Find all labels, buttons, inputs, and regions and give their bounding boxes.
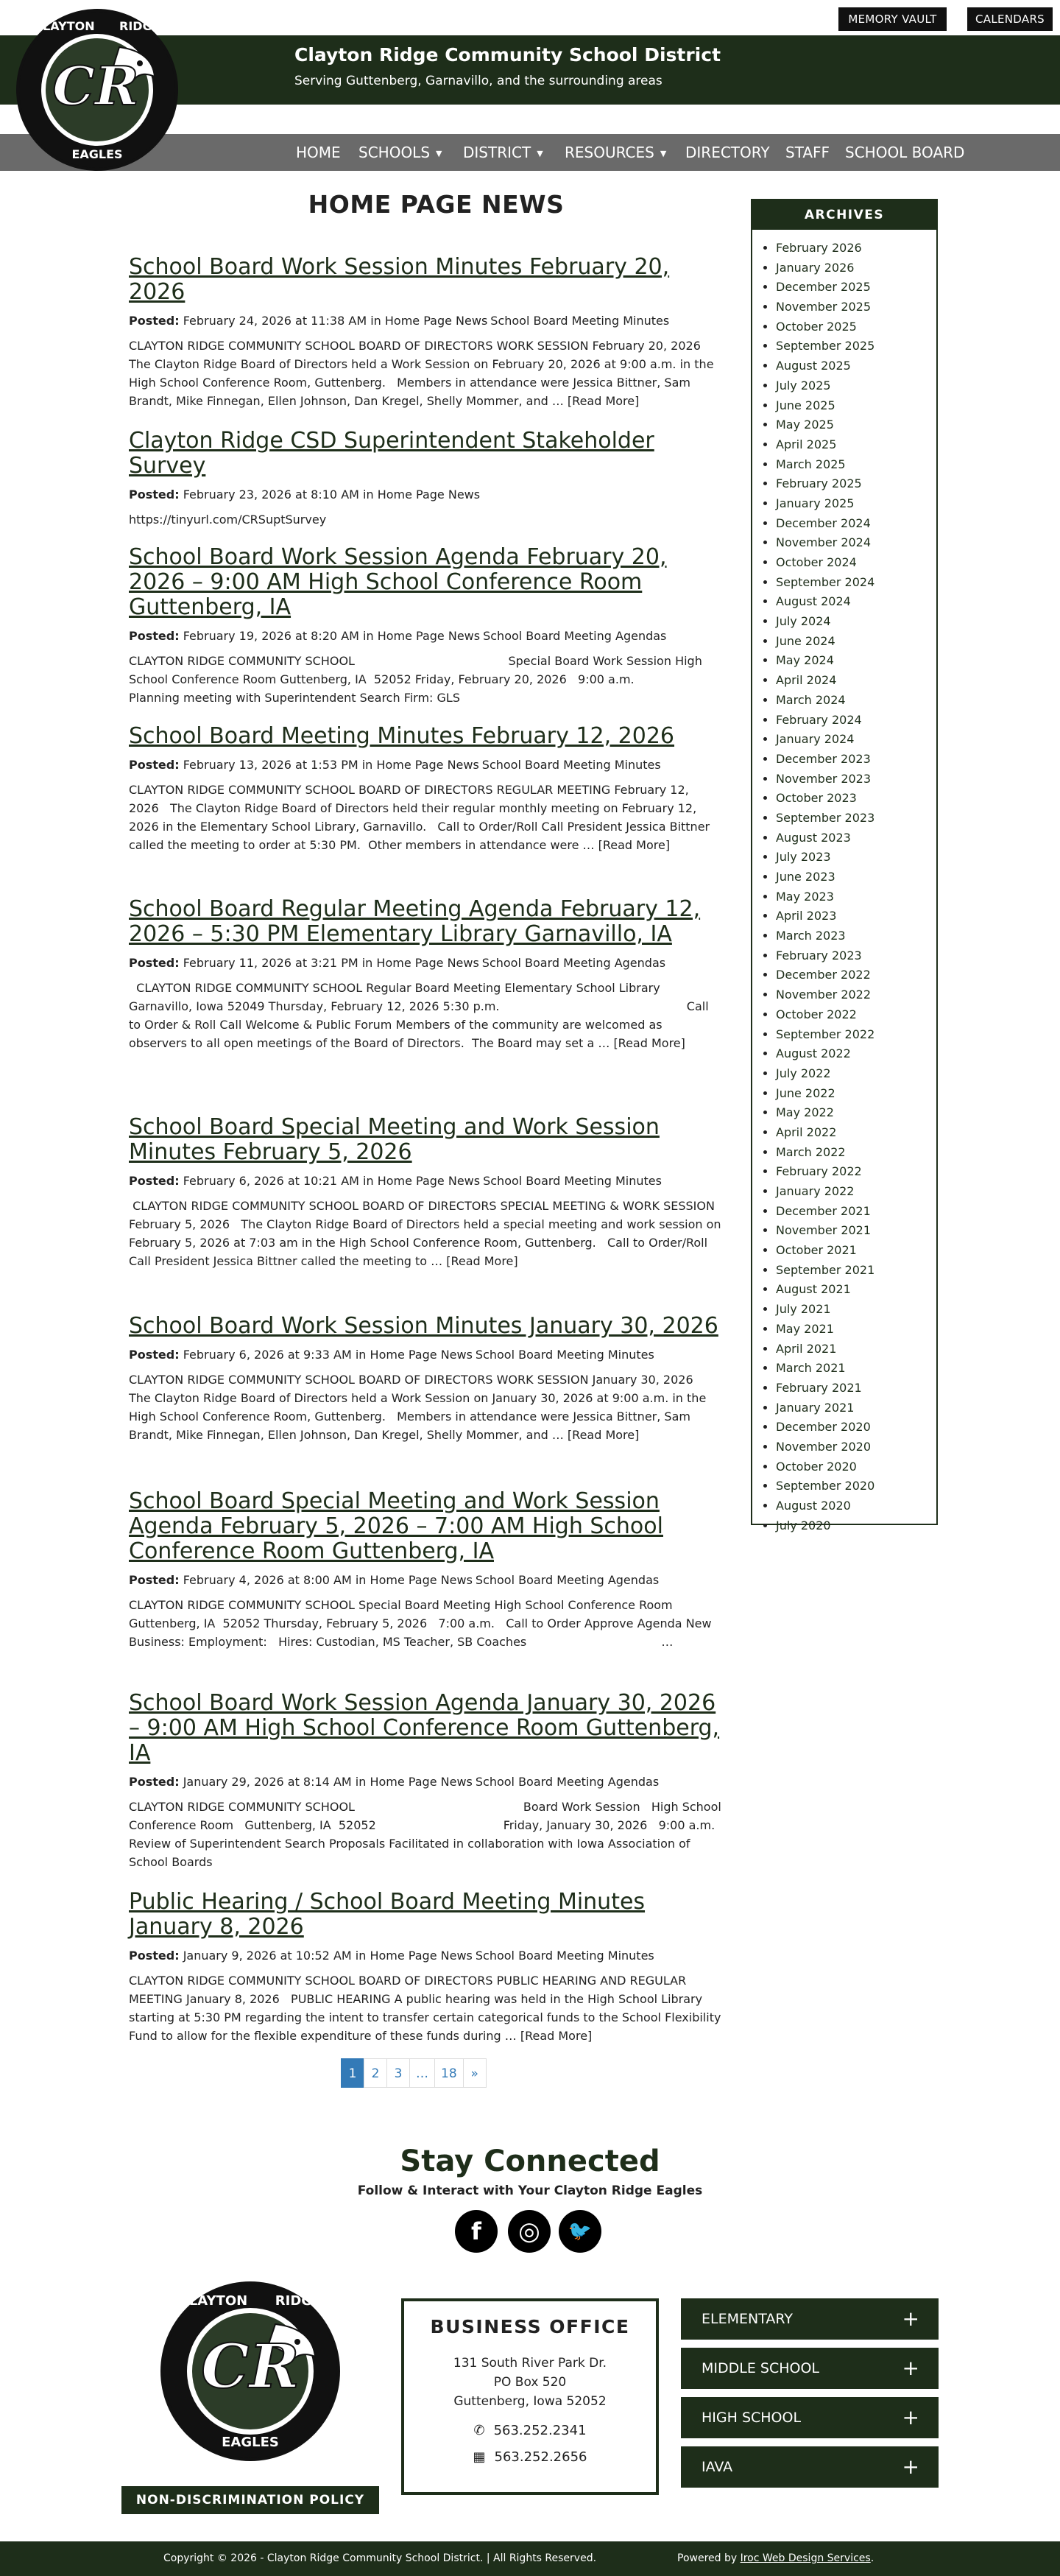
post-excerpt-text: CLAYTON RIDGE COMMUNITY SCHOOL BOARD OF DIRECTORS REGULAR MEETING February 12, 2026 The Clayton Ridge Board of Directors held their regular monthly meeting on February 12, 2026 in the Elementary School Library, Garnavillo. Call to Order/Roll Call President Jessica Bittner called the meeting to order at 5:30 PM. Other members in attendance were … — [129, 783, 714, 852]
archive-link[interactable]: July 2024 — [776, 614, 831, 629]
office-address-line2: PO Box 520 — [493, 2375, 567, 2390]
post-date: January 9, 2026 at 10:52 AM in — [183, 1949, 367, 1963]
pagination-item[interactable]: 1 — [341, 2058, 364, 2088]
archive-link[interactable]: May 2022 — [776, 1105, 834, 1120]
pagination-item[interactable]: 18 — [434, 2058, 464, 2088]
pagination-item[interactable]: » — [463, 2058, 487, 2088]
site-tagline: Serving Guttenberg, Garnavillo, and the surrounding areas — [294, 74, 662, 88]
archive-link[interactable]: August 2020 — [776, 1499, 851, 1513]
plus-icon: + — [902, 2356, 919, 2380]
category-link[interactable]: School Board Meeting Agendas — [481, 956, 666, 970]
category-link[interactable]: Home Page News — [370, 1949, 473, 1963]
post-date: February 13, 2026 at 1:53 PM in — [183, 758, 373, 772]
archive-item — [776, 651, 936, 671]
archive-item — [776, 848, 936, 868]
archive-link[interactable]: February 2021 — [776, 1380, 862, 1395]
instagram-icon[interactable]: ◎ — [508, 2210, 551, 2253]
posted-label: Posted: — [129, 1174, 180, 1188]
archive-link[interactable]: October 2020 — [776, 1459, 857, 1474]
archive-link[interactable]: November 2024 — [776, 535, 872, 550]
stay-connected-title: Stay Connected — [400, 2144, 660, 2178]
archive-link[interactable]: November 2025 — [776, 300, 872, 314]
chevron-down-icon: ▼ — [660, 148, 667, 158]
archive-link[interactable]: September 2022 — [776, 1027, 875, 1041]
archive-item — [776, 415, 936, 435]
archive-item — [776, 730, 936, 750]
archive-item — [776, 868, 936, 887]
archive-link[interactable]: October 2025 — [776, 319, 857, 334]
archive-item — [776, 533, 936, 553]
archive-link[interactable]: November 2021 — [776, 1223, 872, 1238]
post-meta — [129, 758, 721, 772]
archive-item — [776, 553, 936, 573]
category-link[interactable]: Home Page News — [376, 956, 479, 970]
archive-link[interactable]: February 2022 — [776, 1164, 862, 1179]
office-address-line1: 131 South River Park Dr. — [453, 2356, 607, 2371]
archive-link[interactable]: April 2024 — [776, 673, 837, 688]
archives-widget — [751, 199, 938, 1532]
archive-link[interactable]: July 2025 — [776, 378, 831, 393]
archive-link[interactable]: March 2024 — [776, 692, 846, 707]
fax-icon: ▦ — [473, 2449, 486, 2465]
category-link[interactable]: Home Page News — [377, 488, 481, 502]
office-phone-number: 563.252.2341 — [493, 2423, 587, 2438]
office-phone[interactable] — [404, 2421, 656, 2440]
post-date: January 29, 2026 at 8:14 AM in — [183, 1775, 367, 1789]
archive-item — [776, 435, 936, 455]
archive-item — [776, 592, 936, 612]
archive-link[interactable]: January 2022 — [776, 1184, 855, 1198]
archive-link[interactable]: April 2023 — [776, 909, 837, 923]
archive-link[interactable]: September 2024 — [776, 574, 875, 589]
post-title-link[interactable]: School Board Meeting Minutes February 12, 2026 — [129, 723, 675, 749]
posted-label: Posted: — [129, 629, 180, 643]
archive-item — [776, 828, 936, 848]
post-excerpt — [129, 337, 721, 410]
archive-item — [776, 1280, 936, 1300]
nav-home[interactable]: HOME — [296, 144, 341, 161]
plus-icon: + — [902, 2454, 919, 2479]
archive-link[interactable]: May 2023 — [776, 889, 834, 904]
archive-link[interactable]: October 2022 — [776, 1007, 857, 1021]
archive-link[interactable]: August 2023 — [776, 830, 851, 845]
archive-item — [776, 1496, 936, 1516]
archive-item — [776, 258, 936, 278]
category-link[interactable]: Home Page News — [377, 1174, 481, 1188]
logo-bottom-text: EAGLES — [71, 147, 123, 161]
archive-link[interactable]: December 2024 — [776, 515, 871, 530]
news-post — [129, 724, 721, 854]
archive-item — [776, 965, 936, 985]
posted-label: Posted: — [129, 1949, 180, 1963]
archive-link[interactable]: December 2020 — [776, 1420, 871, 1435]
archive-item — [776, 809, 936, 828]
archive-link[interactable]: August 2021 — [776, 1282, 851, 1297]
archive-item — [776, 1064, 936, 1084]
iroc-web-design-link[interactable]: Iroc Web Design Services — [740, 2552, 871, 2564]
archive-link[interactable]: October 2024 — [776, 555, 857, 569]
post-title-link[interactable]: Clayton Ridge CSD Superintendent Stakeholder Survey — [129, 428, 654, 479]
archive-item — [776, 1123, 936, 1143]
archive-link[interactable]: August 2024 — [776, 594, 851, 609]
archive-item — [776, 1025, 936, 1045]
archive-link[interactable]: March 2025 — [776, 457, 846, 471]
category-link[interactable]: School Board Meeting Agendas — [475, 1573, 660, 1587]
archive-link[interactable]: May 2021 — [776, 1321, 834, 1336]
post-meta — [129, 488, 721, 502]
category-link[interactable]: Home Page News — [384, 314, 488, 328]
archive-item — [776, 337, 936, 356]
plus-icon: + — [902, 2306, 919, 2331]
post-excerpt-text: CLAYTON RIDGE COMMUNITY SCHOOL BOARD OF DIRECTORS WORK SESSION January 30, 2026 The Clayton Ridge Board of Directors held a Work Session on January 30, 2026 at 9:00 a.m. in the High School Conference Room, Guttenberg. Members in attendance were Jessica Bittner, Sam Brandt, Mike Finnegan, Ellen Johnson, Dan Kregel, Shelly Mommer, and … — [129, 1373, 710, 1442]
archive-link[interactable]: April 2025 — [776, 437, 837, 451]
archive-link[interactable]: February 2026 — [776, 241, 862, 255]
archive-link[interactable]: December 2021 — [776, 1203, 871, 1218]
logo-bottom-text: EAGLES — [222, 2435, 279, 2450]
post-excerpt-text: CLAYTON RIDGE COMMUNITY SCHOOL Regular Board Meeting Elementary School Library Garnavillo, Iowa 52049 Thursday, February 12, 2026 5:30 p.m. Call to Order & Roll Call Welcome & Public Forum Members of the community are welcomed as observers to all open meetings of the Board of Directors. The Board may set a … — [129, 981, 713, 1050]
category-link[interactable]: School Board Meeting Minutes — [475, 1949, 654, 1963]
pagination-item[interactable]: 3 — [386, 2058, 410, 2088]
archive-item — [776, 750, 936, 770]
site-title[interactable]: Clayton Ridge Community School District — [294, 44, 721, 66]
archives-list — [752, 230, 936, 1535]
archive-item — [776, 376, 936, 396]
archive-item — [776, 887, 936, 907]
posted-label: Posted: — [129, 488, 180, 502]
archive-link[interactable]: July 2023 — [776, 850, 831, 865]
post-title-link[interactable]: School Board Work Session Agenda February 20, 2026 – 9:00 AM High School Conference Room Guttenberg, IA — [129, 544, 667, 620]
post-excerpt — [129, 979, 721, 1052]
stay-connected-subtitle: Follow & Interact with Your Clayton Ridge Eagles — [357, 2183, 703, 2198]
post-excerpt-text: CLAYTON RIDGE COMMUNITY SCHOOL BOARD OF DIRECTORS PUBLIC HEARING AND REGULAR MEETING January 8, 2026 PUBLIC HEARING A public hearing was held in the High School Library starting at 5:30 PM regarding the intent to transfer certain categorical funds to the School Flexibility Fund to allow for the flexible expenditure of these funds during … — [129, 1974, 725, 2043]
read-more-link[interactable]: [Read More] — [613, 1036, 685, 1050]
archive-item — [776, 298, 936, 317]
archive-link[interactable]: December 2022 — [776, 968, 871, 982]
post-date: February 6, 2026 at 10:21 AM in — [183, 1174, 374, 1188]
read-more-link[interactable]: [Read More] — [520, 2029, 593, 2043]
archive-link[interactable]: September 2023 — [776, 810, 875, 825]
business-office-title: BUSINESS OFFICE — [430, 2316, 630, 2337]
archive-link[interactable]: March 2023 — [776, 929, 846, 943]
news-post — [129, 545, 721, 707]
post-title-link[interactable]: Public Hearing / School Board Meeting Minutes January 8, 2026 — [129, 1889, 646, 1940]
posted-label: Posted: — [129, 1775, 180, 1789]
site-footer — [0, 2541, 1060, 2576]
powered-by-prefix: Powered by — [677, 2552, 738, 2564]
archive-link[interactable]: March 2022 — [776, 1144, 846, 1159]
posted-label: Posted: — [129, 1348, 180, 1362]
archive-link[interactable]: June 2024 — [776, 633, 835, 648]
archive-item — [776, 1162, 936, 1182]
read-more-link[interactable]: [Read More] — [598, 838, 671, 852]
news-post — [129, 1690, 738, 1871]
archive-item — [776, 514, 936, 534]
archive-item — [776, 1418, 936, 1437]
post-excerpt-text: CLAYTON RIDGE COMMUNITY SCHOOL Special Board Work Session High School Conference Room Guttenberg, IA 52052 Friday, February 20, 2026 9:00 a.m. Planning meeting with Superintendent Search Firm: GLS — [129, 654, 706, 705]
archive-link[interactable]: February 2024 — [776, 712, 862, 727]
archive-link[interactable]: February 2025 — [776, 476, 862, 491]
accordion-label: ELEMENTARY — [702, 2311, 793, 2327]
post-date: February 24, 2026 at 11:38 AM in — [183, 314, 381, 328]
post-meta — [129, 1949, 721, 1963]
posted-label: Posted: — [129, 1573, 180, 1587]
archive-item — [776, 317, 936, 337]
archive-item — [776, 239, 936, 258]
category-link[interactable]: School Board Meeting Minutes — [490, 314, 670, 328]
nav-directory[interactable]: DIRECTORY — [685, 144, 770, 161]
archive-link[interactable]: November 2023 — [776, 771, 872, 786]
nav-schools-label: SCHOOLS — [358, 144, 431, 161]
archive-link[interactable]: March 2021 — [776, 1361, 846, 1376]
archive-link[interactable]: October 2021 — [776, 1243, 857, 1258]
business-office-card — [401, 2298, 659, 2495]
post-date: February 11, 2026 at 3:21 PM in — [183, 956, 373, 970]
post-excerpt-text: CLAYTON RIDGE COMMUNITY SCHOOL BOARD OF DIRECTORS WORK SESSION February 20, 2026 The Clayton Ridge Board of Directors held a Work Session on February 20, 2026 at 9:00 a.m. in the High School Conference Room, Guttenberg. Members in attendance were Jessica Bittner, Sam Brandt, Mike Finnegan, Ellen Johnson, Dan Kregel, Shelly Mommer, and … — [129, 339, 718, 408]
office-address-line3: Guttenberg, Iowa 52052 — [453, 2394, 607, 2409]
archive-item — [776, 1437, 936, 1457]
post-meta — [129, 629, 721, 643]
archive-link[interactable]: November 2022 — [776, 988, 872, 1002]
news-post — [129, 1489, 721, 1651]
powered-by-suffix: . — [870, 2552, 875, 2564]
post-date: February 6, 2026 at 9:33 AM in — [183, 1348, 367, 1362]
archive-link[interactable]: December 2025 — [776, 280, 871, 295]
archive-item — [776, 985, 936, 1005]
post-meta — [129, 1775, 721, 1789]
post-title-link[interactable]: School Board Work Session Minutes February 20, 2026 — [129, 254, 670, 305]
logo-top-text: CLAYTON RIDGE — [34, 19, 160, 33]
accordion-item[interactable] — [681, 2298, 939, 2340]
news-post — [129, 1114, 725, 1270]
archive-link[interactable]: May 2025 — [776, 418, 834, 432]
post-meta — [129, 1573, 721, 1587]
archive-item — [776, 1379, 936, 1398]
copyright-text: Copyright © 2026 - Clayton Ridge Community School District. | All Rights Reserved. — [163, 2552, 597, 2564]
read-more-link[interactable]: [Read More] — [446, 1254, 518, 1268]
posted-label: Posted: — [129, 758, 180, 772]
pagination — [341, 2058, 486, 2088]
archive-item — [776, 494, 936, 514]
post-excerpt — [129, 1971, 725, 2045]
archive-link[interactable]: December 2023 — [776, 751, 871, 766]
nav-resources-label: RESOURCES — [565, 144, 654, 161]
logo-initials: CR — [52, 54, 139, 117]
plus-icon: + — [902, 2405, 919, 2429]
archive-item — [776, 1182, 936, 1202]
logo-top-text: CLAYTON RIDGE — [179, 2293, 322, 2309]
memory-vault-button[interactable]: MEMORY VAULT — [838, 7, 947, 31]
chevron-down-icon: ▼ — [537, 148, 543, 158]
news-post — [129, 897, 721, 1052]
post-date: February 19, 2026 at 8:20 AM in — [183, 629, 374, 643]
archive-link[interactable]: August 2022 — [776, 1046, 851, 1061]
accordion-item[interactable] — [681, 2397, 939, 2438]
archive-link[interactable]: April 2022 — [776, 1125, 837, 1139]
archive-item — [776, 356, 936, 376]
nav-district-label: DISTRICT — [463, 144, 531, 161]
category-link[interactable]: Home Page News — [370, 1775, 473, 1789]
powered-by — [677, 2541, 874, 2576]
news-post — [129, 1889, 725, 2045]
post-title-link[interactable]: School Board Special Meeting and Work Session Agenda February 5, 2026 – 7:00 AM High School Conference Room Guttenberg, IA — [129, 1488, 663, 1564]
accordion-label: IAVA — [702, 2459, 733, 2475]
archive-item — [776, 1398, 936, 1418]
archive-item — [776, 946, 936, 966]
news-post — [129, 429, 721, 529]
archive-item — [776, 671, 936, 691]
archive-item — [776, 691, 936, 711]
post-excerpt-text: CLAYTON RIDGE COMMUNITY SCHOOL BOARD OF DIRECTORS SPECIAL MEETING & WORK SESSION February 5, 2026 The Clayton Ridge Board of Directors held a special meeting and work session on February 5, 2026 at 7:03 am in the High School Conference Room, Guttenberg. Call to Order/Roll Call President Jessica Bittner called the meeting to … — [129, 1199, 725, 1268]
archive-link[interactable]: November 2020 — [776, 1439, 872, 1454]
archive-item — [776, 612, 936, 632]
archive-link[interactable]: August 2025 — [776, 359, 851, 373]
calendars-button[interactable]: CALENDARS — [967, 7, 1053, 31]
archive-item — [776, 396, 936, 416]
archive-link[interactable]: June 2022 — [776, 1085, 835, 1100]
archive-item — [776, 1320, 936, 1340]
post-date: February 4, 2026 at 8:00 AM in — [183, 1573, 367, 1587]
archive-item — [776, 770, 936, 789]
phone-icon: ✆ — [473, 2423, 485, 2438]
archive-item — [776, 1340, 936, 1359]
archive-link[interactable]: June 2025 — [776, 398, 835, 412]
archive-item — [776, 1241, 936, 1261]
page-title: HOME PAGE NEWS — [308, 190, 565, 219]
post-excerpt-text: CLAYTON RIDGE COMMUNITY SCHOOL Board Work Session High School Conference Room Guttenberg, IA 52052 Friday, January 30, 2026 9:00 a.m. Review of Superintendent Search Proposals Facilitated in collaboration with Iowa Association of School Boards — [129, 1800, 738, 1869]
archive-item — [776, 1261, 936, 1281]
post-title-link[interactable]: School Board Work Session Agenda January 30, 2026 – 9:00 AM High School Conference Room Guttenberg, IA — [129, 1690, 720, 1766]
archive-link[interactable]: September 2021 — [776, 1262, 875, 1277]
archive-link[interactable]: May 2024 — [776, 653, 834, 668]
archive-link[interactable]: January 2026 — [776, 260, 855, 275]
logo-initials: CR — [201, 2332, 300, 2402]
category-link[interactable]: Home Page News — [370, 1348, 473, 1362]
nav-staff[interactable]: STAFF — [785, 144, 830, 161]
archive-link[interactable]: April 2021 — [776, 1341, 837, 1356]
archive-item — [776, 632, 936, 652]
archive-item — [776, 1457, 936, 1477]
post-meta — [129, 1348, 721, 1362]
archive-item — [776, 926, 936, 946]
archive-link[interactable]: July 2021 — [776, 1302, 831, 1317]
office-fax-number: 563.252.2656 — [494, 2449, 587, 2465]
read-more-link[interactable]: [Read More] — [567, 1428, 640, 1442]
archive-item — [776, 711, 936, 731]
archive-item — [776, 1477, 936, 1496]
post-date: February 23, 2026 at 8:10 AM in — [183, 488, 374, 502]
category-link[interactable]: School Board Meeting Agendas — [483, 629, 667, 643]
category-link[interactable]: School Board Meeting Minutes — [475, 1348, 654, 1362]
post-title-link[interactable]: School Board Regular Meeting Agenda February 12, 2026 – 5:30 PM Elementary Library Garnavillo, IA — [129, 896, 701, 947]
posted-label: Posted: — [129, 956, 180, 970]
category-link[interactable]: Home Page News — [370, 1573, 473, 1587]
archive-link[interactable]: January 2024 — [776, 732, 855, 747]
pagination-item[interactable]: 2 — [364, 2058, 387, 2088]
chevron-down-icon: ▼ — [436, 148, 442, 158]
facebook-icon[interactable]: f — [455, 2210, 498, 2253]
news-post — [129, 255, 721, 410]
post-excerpt — [129, 652, 721, 707]
archive-item — [776, 1044, 936, 1064]
archive-item — [776, 1103, 936, 1123]
archive-item — [776, 455, 936, 475]
category-link[interactable]: Home Page News — [377, 629, 481, 643]
post-title-link[interactable]: School Board Work Session Minutes January 30, 2026 — [129, 1313, 718, 1339]
archive-link[interactable]: September 2020 — [776, 1479, 875, 1493]
archive-item — [776, 278, 936, 298]
post-excerpt — [129, 510, 721, 529]
post-meta — [129, 956, 721, 970]
pagination-item: … — [409, 2058, 435, 2088]
post-excerpt — [129, 1197, 725, 1270]
category-link[interactable]: Home Page News — [376, 758, 479, 772]
archive-link[interactable]: October 2023 — [776, 791, 857, 806]
archive-link[interactable]: June 2023 — [776, 870, 835, 884]
archive-link[interactable]: January 2025 — [776, 496, 855, 510]
archive-item — [776, 1202, 936, 1222]
archive-item — [776, 1084, 936, 1104]
office-fax — [404, 2448, 656, 2467]
archive-item — [776, 474, 936, 494]
archive-link[interactable]: September 2025 — [776, 339, 875, 353]
news-post — [129, 1314, 721, 1444]
category-link[interactable]: School Board Meeting Minutes — [481, 758, 661, 772]
archive-item — [776, 1221, 936, 1241]
footer-logo — [160, 2281, 340, 2461]
archive-item — [776, 1143, 936, 1163]
archive-item — [776, 1359, 936, 1379]
post-excerpt — [129, 1798, 738, 1871]
archive-item — [776, 1516, 936, 1536]
accordion-item[interactable] — [681, 2348, 939, 2389]
posted-label: Posted: — [129, 314, 180, 328]
archives-title: ARCHIVES — [752, 200, 936, 230]
archive-link[interactable]: July 2022 — [776, 1066, 831, 1080]
archive-item — [776, 573, 936, 593]
post-excerpt-text: https://tinyurl.com/CRSuptSurvey — [129, 513, 327, 527]
archive-item — [776, 907, 936, 926]
accordion-label: MIDDLE SCHOOL — [702, 2360, 819, 2376]
post-meta — [129, 1174, 721, 1188]
archive-item — [776, 1005, 936, 1025]
twitter-icon[interactable]: 🐦 — [559, 2210, 601, 2253]
post-excerpt — [129, 1370, 721, 1444]
category-link[interactable]: School Board Meeting Agendas — [475, 1775, 660, 1789]
post-excerpt-text: CLAYTON RIDGE COMMUNITY SCHOOL Special Board Meeting High School Conference Room Guttenberg, IA 52052 Thursday, February 5, 2026 7:00 a.m. Call to Order Approve Agenda New Business: Employment: Hires: Custodian, MS Teacher, SB Coaches … — [129, 1598, 716, 1649]
post-excerpt — [129, 1596, 721, 1651]
category-link[interactable]: School Board Meeting Minutes — [483, 1174, 662, 1188]
archive-link[interactable]: January 2021 — [776, 1400, 855, 1415]
accordion-label: HIGH SCHOOL — [702, 2410, 802, 2426]
archive-link[interactable]: February 2023 — [776, 948, 862, 963]
post-excerpt — [129, 781, 721, 854]
archive-item — [776, 789, 936, 809]
post-title-link[interactable]: School Board Special Meeting and Work Session Minutes February 5, 2026 — [129, 1114, 660, 1165]
archive-item — [776, 1300, 936, 1320]
read-more-link[interactable]: [Read More] — [567, 394, 640, 408]
non-discrimination-policy-button[interactable]: NON-DISCRIMINATION POLICY — [121, 2486, 379, 2514]
accordion-item[interactable] — [681, 2446, 939, 2488]
archive-link[interactable]: July 2020 — [776, 1518, 831, 1532]
nav-school-board[interactable]: SCHOOL BOARD — [845, 144, 965, 161]
post-meta — [129, 314, 721, 328]
